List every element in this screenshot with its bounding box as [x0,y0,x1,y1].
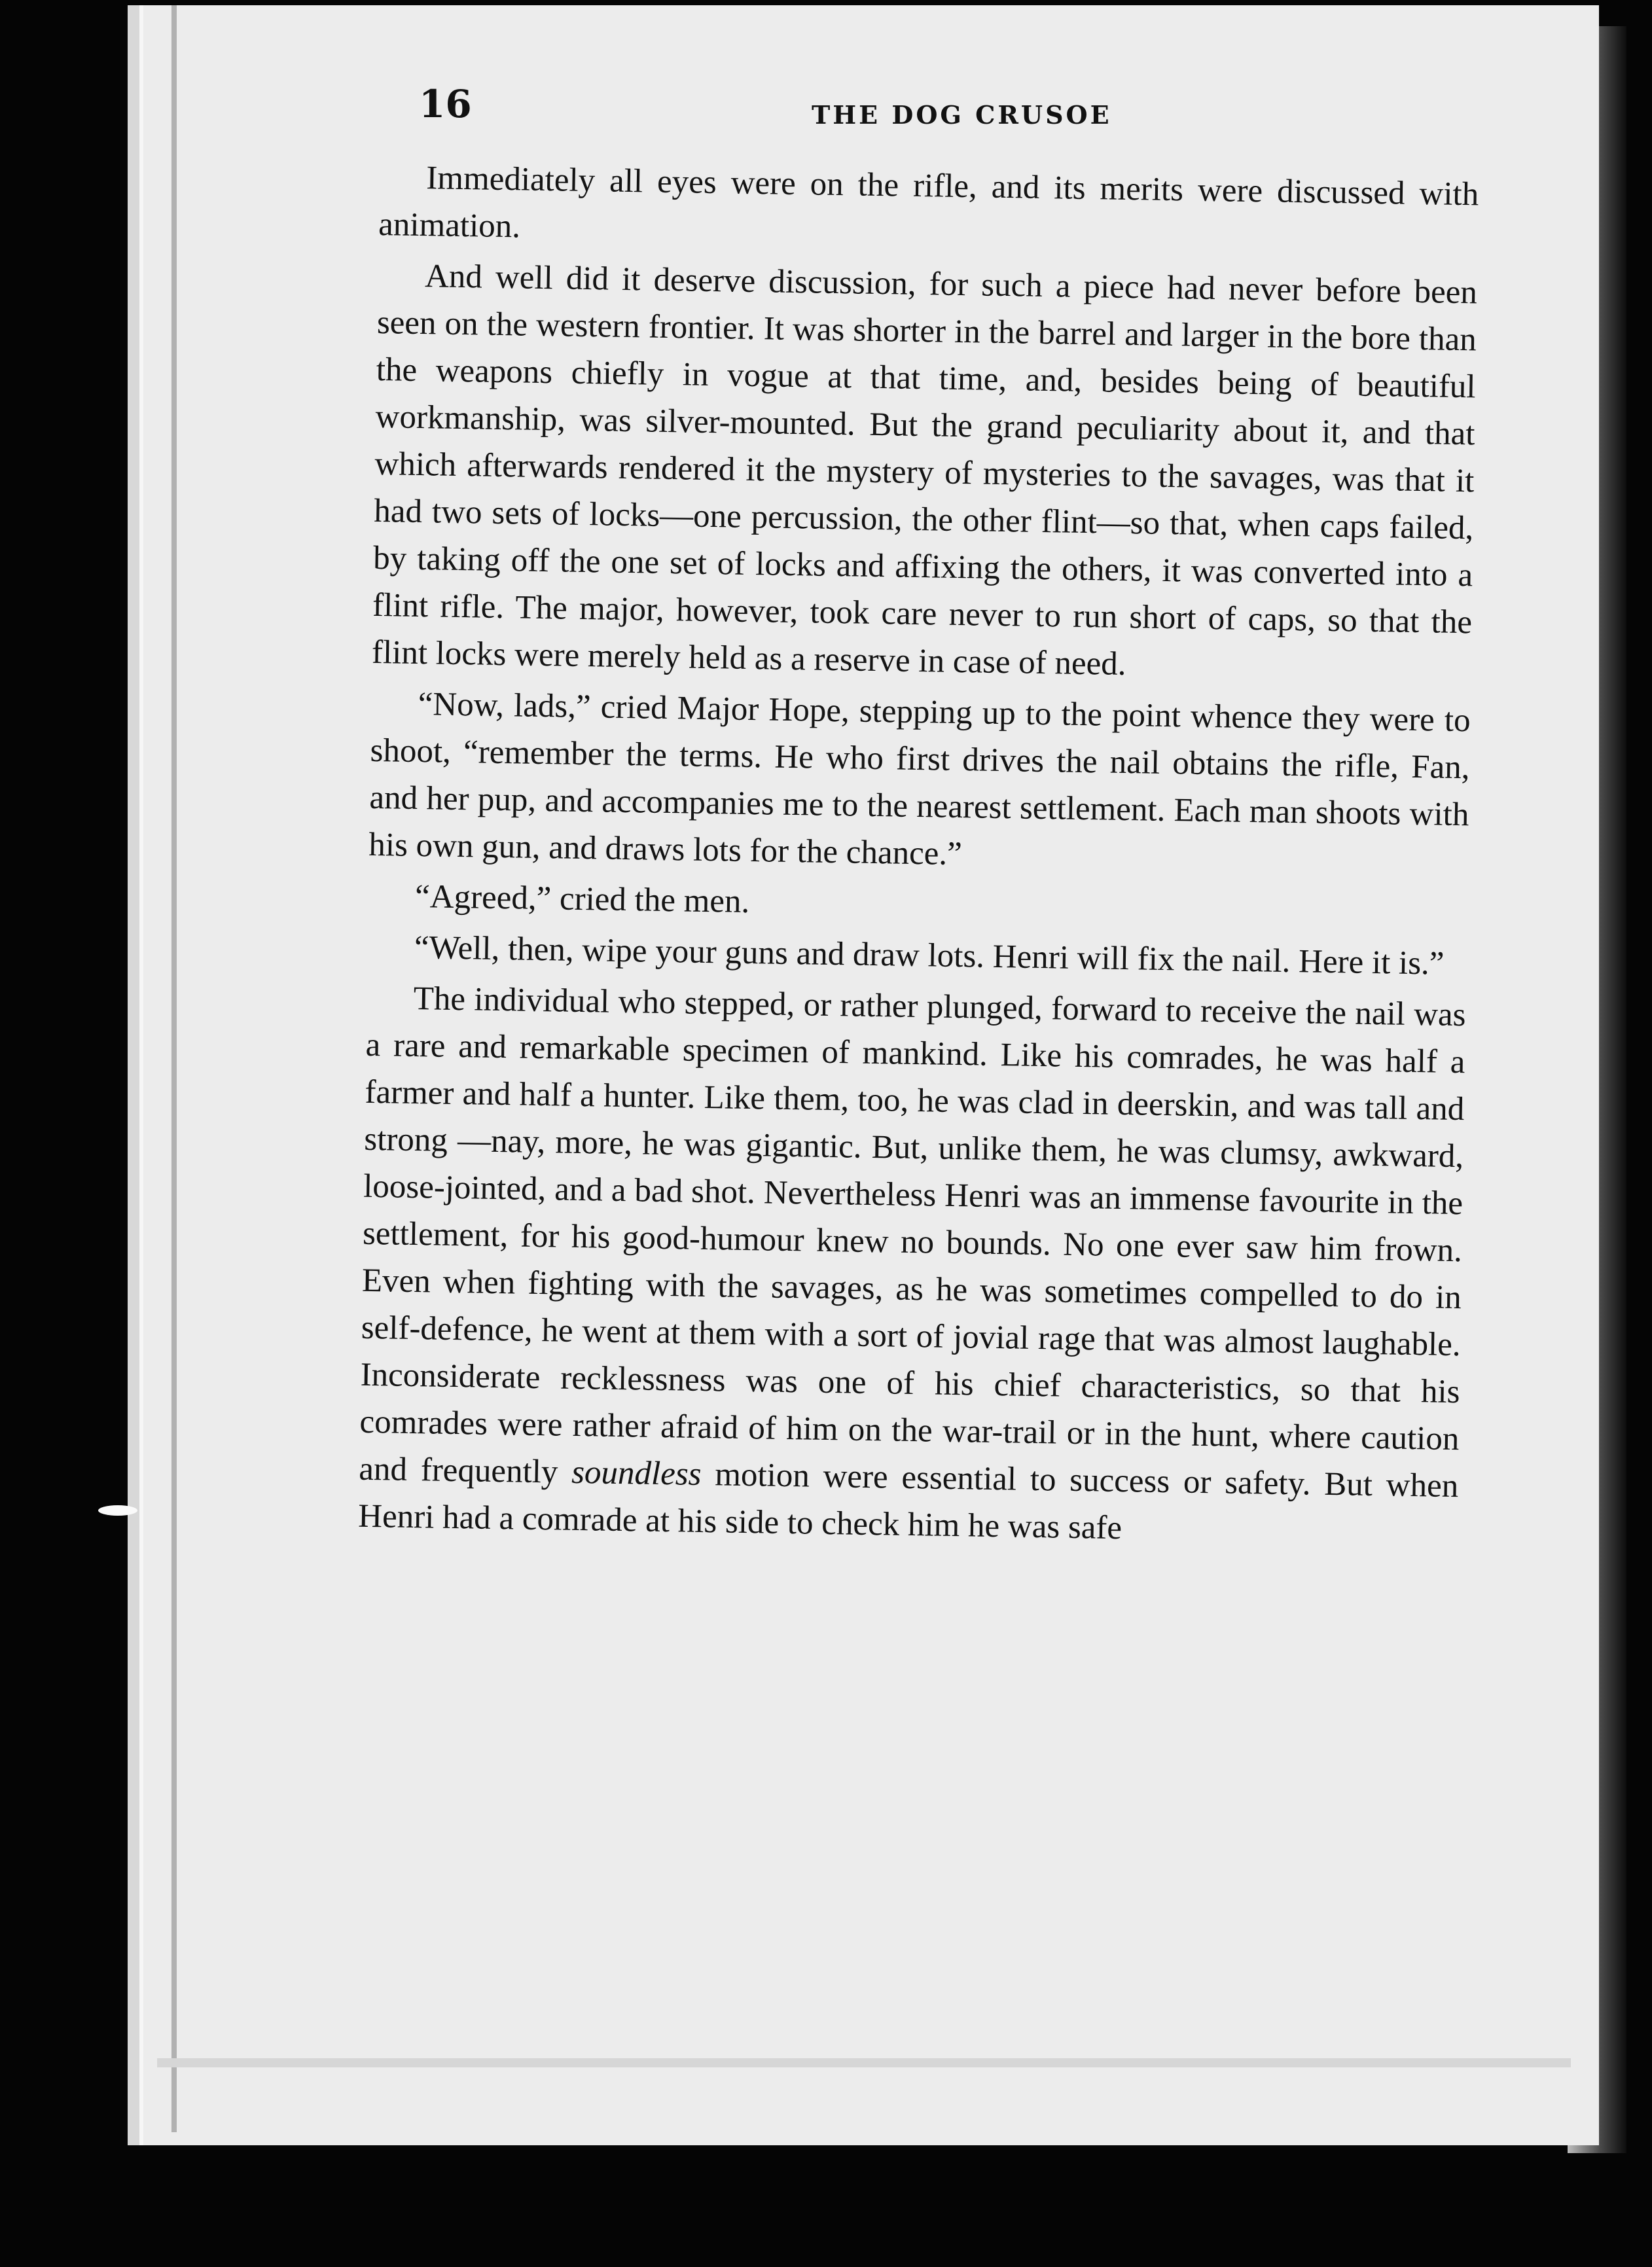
paragraph-4: “Agreed,” cried the men. [414,878,750,921]
paragraph-6 [358,974,1466,1557]
paper-speck [98,1505,137,1516]
paragraph-3: “Now, lads,” cried Major Hope, stepping up to the point whence they were to shoot, “remember the terms. He who first drives the nail obtains the rifle, Fan, and her pup, and accompanies me to the nearest settlement. Each man shoots with his own gun, and draws lots for the chance.” [368,686,1471,873]
page-header [419,82,1532,141]
paragraph-5: “Well, then, wipe your guns and draw lots. Henri will fix the nail. Here it is.” [414,929,1445,982]
paragraph-2: And well did it deserve discussion, for such a piece had never before been seen on the western frontier. It was shorter in the barrel and larger in the bore than the weapons chiefly in vogue at that time, and, besides being of beautiful workmanship, was silver-mounted. But the grand peculiarity about it, and that which afterwards rendered it the mystery of mysteries to the savages, was that it had two sets of locks—one percussion, the other flint—so that, when caps failed, by taking off the one set of locks and affixing the others, it was converted into a flint rifle. The major, however, took care never to run short of caps, so that the flint locks were merely held as a reserve in case of need. [371,258,1478,683]
running-head: THE DOG CRUSOE [812,100,1112,130]
paragraph-6-text-a: The individual who stepped, or rather plunged, forward to receive the nail was a rare and remarkable specimen of mankind. Like his comrades, he was half a farmer and half a hunter. Like them, too, he was clad in deerskin, and was tall and strong —nay, more, he was gigantic. But, unlike them, he was clumsy, awkward, loose-jointed, and a bad shot. Nevertheless Henri was an immense favourite in the settlement, for his good-humour knew no bounds. No one ever saw him frown. Even when fighting with the savages, as he was sometimes compelled to do in self-defence, he went at them with a sort of jovial rage that was almost laughable. Inconsiderate recklessness was one of his chief characteristics, so that his comrades were rather afraid of him on the war-trail or in the hunt, where caution and frequently [358,980,1466,1491]
page-bottom-edge [157,2058,1571,2067]
page-fold-line [171,5,177,2132]
page-number: 16 [419,82,472,126]
emphasized-word: soundless [571,1454,702,1493]
paragraph-1: Immediately all eyes were on the rifle, and its merits were discussed with animation. [378,160,1479,245]
paragraph-6-text-b: motion were essential to success or safety. But when Henri had a comrade at his side to check him he was safe [357,1455,1459,1547]
body-text [358,154,1479,1561]
